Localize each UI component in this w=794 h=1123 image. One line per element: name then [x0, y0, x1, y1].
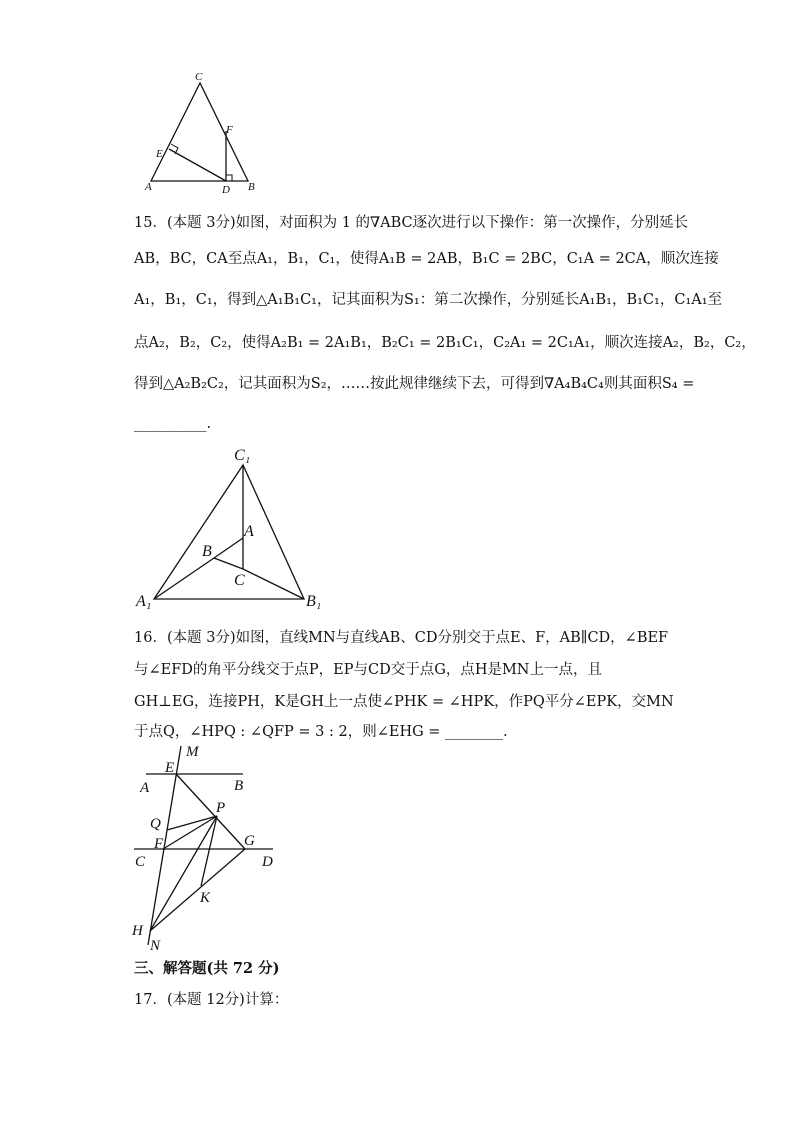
label-p: P	[216, 800, 226, 816]
q15-line-5: 得到△A₂B₂C₂，记其面积为S₂，……按此规律继续下去，可得到∇A₄B₄C₄则其面积S₄ =	[134, 376, 695, 392]
figure-q15-svg	[128, 440, 338, 615]
segment-ed	[169, 149, 226, 181]
q16-line-2: 与∠EFD的角平分线交于点P，EP与CD交于点G，点H是MN上一点，且	[134, 662, 602, 678]
label-c: C	[135, 854, 146, 870]
label-g: G	[244, 833, 255, 849]
label-e: E	[156, 148, 163, 160]
segment-b-c	[214, 558, 243, 569]
label-a: A	[140, 780, 150, 796]
label-n: N	[150, 938, 161, 954]
label-c1: C₁	[234, 447, 251, 464]
q15-answer-blank: __________.	[134, 416, 212, 432]
label-a: A	[244, 523, 254, 540]
figure-q15-triangle	[128, 440, 338, 615]
q16-line-3: GH⊥EG，连接PH，K是GH上一点使∠PHK = ∠HPK，作PQ平分∠EPK，交MN	[134, 694, 674, 710]
segment-f-p	[163, 816, 217, 849]
right-angle-mark-d	[226, 175, 232, 181]
segment-g-h	[150, 849, 245, 931]
section-3-heading: 三、解答题(共 72 分)	[134, 960, 280, 977]
label-c: C	[234, 572, 245, 589]
label-f: F	[154, 836, 164, 852]
label-a: A	[145, 181, 152, 193]
q16-line-1: 16．(本题 3分)如图，直线MN与直线AB、CD分别交于点E、F，AB∥CD，∠BEF	[134, 630, 669, 646]
label-h: H	[132, 923, 143, 939]
label-b: B	[234, 778, 244, 794]
segment-b1-c	[243, 569, 304, 599]
label-d: D	[262, 854, 273, 870]
segment-a1-b	[154, 558, 214, 599]
q15-line-4: 点A₂，B₂，C₂，使得A₂B₁ = 2A₁B₁，B₂C₁ = 2B₁C₁，C₂A₁ = 2C₁A₁，顺次连接A₂，B₂，C₂，	[134, 335, 756, 351]
label-m: M	[186, 744, 199, 760]
label-b: B	[202, 543, 212, 560]
label-a1: A₁	[136, 593, 152, 610]
triangle-a1b1c1	[154, 465, 304, 599]
q17-line-1: 17．(本题 12分)计算：	[134, 992, 289, 1008]
label-q: Q	[150, 816, 161, 832]
label-e: E	[165, 760, 175, 776]
q16-line-4: 于点Q，∠HPQ : ∠QFP = 3 : 2，则∠EHG = ________.	[134, 724, 508, 740]
figure-q14-svg	[138, 68, 268, 198]
label-c: C	[195, 71, 203, 83]
segment-a-b	[214, 538, 243, 558]
label-f: F	[226, 124, 233, 136]
figure-q16-svg	[130, 742, 295, 957]
label-d: D	[222, 184, 230, 196]
figure-q14-triangle	[138, 68, 268, 198]
q15-line-3: A₁，B₁，C₁，得到△A₁B₁C₁，记其面积为S₁：第二次操作，分别延长A₁B₁，B₁C₁，C₁A₁至	[134, 292, 723, 308]
label-b1: B₁	[306, 593, 322, 610]
figure-q16-parallel-lines	[130, 742, 295, 957]
label-k: K	[200, 890, 211, 906]
label-b: B	[248, 181, 255, 193]
q15-line-1: 15．(本题 3分)如图，对面积为 1 的∇ABC逐次进行以下操作：第一次操作，分别延长	[134, 215, 689, 231]
q15-line-2: AB，BC，CA至点A₁，B₁，C₁，使得A₁B = 2AB，B₁C = 2BC，C₁A = 2CA，顺次连接	[134, 251, 719, 267]
